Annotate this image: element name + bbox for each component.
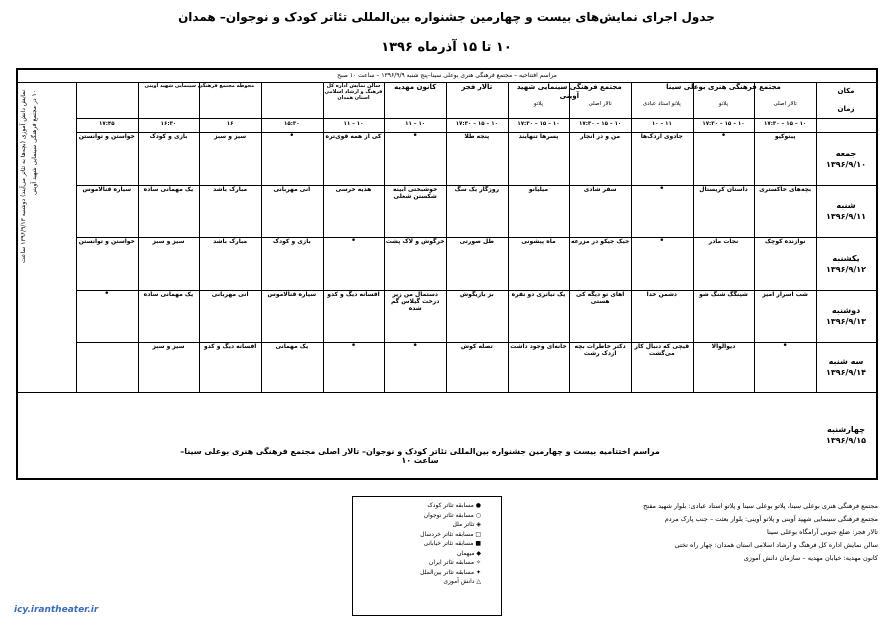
legend-symbol-icon: ◈ [474,521,481,528]
performance-title: تصله کوش [460,343,493,350]
performance-cell[interactable] [631,185,693,237]
performance-title: یک مهمانی ساده [143,291,194,298]
legend-symbol-icon: ✧ [474,559,481,566]
performance-cell[interactable] [693,237,755,290]
performance-title: خواستن و توانستن [78,133,135,140]
sub-venue: پلاتو استاد عبادی [642,101,681,107]
performance-title: هدیه خرسی [335,186,372,193]
legend-symbol-icon: △ [474,578,481,585]
day-date: ۱۳۹۶/۹/۱۰ [825,159,867,169]
time-slot: ۱۰ – ۱۵ – ۱۷:۳۰ [702,121,745,127]
venue-header: کانون مهدیه [394,83,437,91]
day-name: شنبه [836,201,856,210]
time-slot: ۱۰ – ۱۵ – ۱۷:۳۰ [764,121,807,127]
performance-cell[interactable] [76,237,138,290]
time-slot: ۱۱ – ۱۰ [651,121,672,127]
venue-header: محوطه مجتمع فرهنگی سینمایی شهید آوینی [144,83,255,89]
empty-slot-dot: • [289,132,295,141]
day-name: جمعه [835,148,857,158]
performance-cell[interactable] [199,185,261,237]
performance-cell[interactable] [693,185,755,237]
time-slot: ۱۰ – ۱۱ [343,121,364,127]
legend-label: مسابقه تئاتر کودک [427,502,474,509]
performance-title: بچه‌های خاکستری [759,186,812,193]
performance-cell[interactable] [446,185,508,237]
performance-cell[interactable] [384,237,446,290]
performance-cell[interactable] [446,132,508,185]
performance-title: روزگار یک سگ [454,186,500,193]
day-name: یکشنبه [832,253,860,263]
performance-title: خرگوش و لاک پشت [385,238,445,245]
venue-header: تالار فجر [461,83,493,91]
performance-cell[interactable] [754,185,816,237]
performance-cell[interactable] [569,290,631,342]
venue-note: سالن نمایش اداره کل فرهنگ و ارشاد اسلامی استان همدان: چهار راه تختی [674,541,878,549]
performance-cell[interactable] [446,290,508,342]
empty-slot-dot: • [720,132,727,141]
performance-cell[interactable] [569,342,631,392]
performance-cell[interactable] [323,342,385,392]
divider [18,392,876,393]
time-label: زمان [837,105,855,113]
performance-cell[interactable] [508,290,570,342]
performance-cell[interactable] [138,342,200,392]
performance-cell[interactable] [569,185,631,237]
venue-note: تالار فجر: ضلع جنوبی آرامگاه بوعلی سینا [767,528,878,536]
venue-header: سالن نمایش اداره کل فرهنگ و ارشاد اسلامی استان همدان [324,83,383,101]
performance-cell[interactable] [384,342,446,392]
empty-slot-dot: • [350,237,357,246]
performance-cell[interactable] [631,237,693,290]
student-note: نمایش دانش آموزی (بچه‌ها به تئاتر می‌آیند) دوشنبه ۱۳۹۶/۹/۱۳ ساعت ۱۰ در مجتمع فرهنگی سینمایی شهید آوینی [20,90,38,264]
day-label [816,342,876,392]
legend-label: مسابقه تئاتر بین‌الملل [420,568,475,576]
performance-cell[interactable] [138,237,200,290]
time-slot: ۱۰ – ۱۵ – ۱۷:۳۰ [455,121,498,127]
empty-slot-dot: • [659,185,665,194]
performance-cell[interactable] [261,342,323,392]
legend-item [355,501,481,511]
performance-cell[interactable] [508,132,570,185]
performance-cell[interactable] [323,237,385,290]
performance-title: آهای تو دیگه کی هستی [576,291,625,305]
legend [352,496,502,616]
performance-title: سیز و سبز [152,238,185,245]
venue-note: مجتمع فرهنگی هنری بوعلی سینا، پلاتو بوعلی سینا و پلاتو استاد عبادی: بلوار شهید مفتح [643,502,878,510]
day-name: سه شنبه [828,357,864,366]
venue-header: مجتمع فرهنگی سینمایی شهید آوینی [516,83,622,100]
page-title: جدول اجرای نمایش‌های بیست و چهارمین جشنواره بین‌المللی تئاتر کودک و نوجوان– همدان [178,10,715,24]
performance-title: کی از همه قوی‌تره [325,133,382,140]
divider [76,118,876,119]
performance-cell[interactable] [199,290,261,342]
performance-cell[interactable] [76,132,138,185]
performance-title: نوازنده کوچک [764,238,806,245]
time-slot: ۱۶:۳۰ [160,121,177,127]
performance-cell[interactable] [569,237,631,290]
legend-item [355,568,481,578]
legend-symbol-icon: ○ [473,511,481,519]
legend-item [355,520,481,530]
venue-note: کانون مهدیه: خیابان مهدیه – سازمان دانش آموزی [743,554,878,562]
performance-title: داستان کریستال [699,186,748,193]
performance-title: آنی مهربانی [273,186,311,193]
performance-cell[interactable] [754,342,816,392]
legend-label: مسابقه تئاتر نوجوان [423,511,474,519]
schedule-table [16,68,878,480]
performance-title: یک تیاتری دو نفره [511,291,566,298]
performance-cell[interactable] [693,132,755,185]
day-label [816,185,876,237]
performance-title: سفر شادی [583,186,617,193]
performance-cell[interactable] [323,185,385,237]
performance-title: نجات مادر [708,238,739,245]
performance-cell[interactable] [261,185,323,237]
time-slot: ۱۰ – ۱۵ – ۱۷:۳۰ [579,121,622,127]
performance-cell[interactable] [446,237,508,290]
legend-label: مسابقه تئاتر ایران [428,559,475,566]
sub-venue: تالار اصلی [773,101,797,107]
empty-slot-dot: • [659,237,665,246]
performance-title: من و در انجار [580,133,621,140]
performance-title: شب اسرار آمیز [762,291,808,298]
performance-title: جیک جیکو در مزرعه [570,238,630,245]
performance-title: آنی مهربانی [211,291,249,298]
legend-label: تئاتر ملل [452,521,475,528]
place-label: مکان [837,87,855,95]
sub-venue: پلاتو [718,101,729,107]
legend-item [355,577,481,587]
empty-slot-dot: • [412,132,418,141]
performance-cell[interactable] [384,185,446,237]
performance-cell[interactable] [261,132,323,185]
legend-label: مسابقه تئاتر خردسال [420,530,474,538]
performance-title: قیچی که دنبال کار می‌گشت [634,343,690,357]
time-slot: ۱۷:۴۵ [99,121,115,127]
day-date: ۱۳۹۶/۹/۱۴ [825,368,867,377]
performance-title: دیوالوالا [711,343,736,350]
performance-cell[interactable] [138,185,200,237]
legend-symbol-icon: ◆ [474,549,481,557]
legend-item [355,539,481,549]
performance-cell[interactable] [76,185,138,237]
empty-slot-dot: • [104,290,110,299]
performance-title: یک مهمانی ساده [143,186,194,193]
performance-cell[interactable] [508,342,570,392]
legend-item [355,558,481,568]
legend-item [355,549,481,559]
legend-label: میهمان [456,549,475,557]
day-label [816,237,876,290]
day-date: ۱۳۹۶/۹/۱۵ [825,436,867,445]
performance-title: یک مهمانی [275,343,309,350]
performance-title: شینگگ شنگ شو [699,291,748,298]
performance-cell[interactable] [261,237,323,290]
performance-cell[interactable] [384,132,446,185]
performance-title: خواستن و توانستن [78,238,135,245]
performance-cell[interactable] [138,132,200,185]
performance-title: مبارک باشد [213,238,248,245]
legend-symbol-icon: □ [473,530,481,538]
performance-title: دشمن خدا [646,291,677,298]
performance-title: جادوی اردک‌ها [640,133,683,140]
time-slot: ۱۰ – ۱۱ [405,121,426,127]
performance-title: سیز و سبز [214,133,247,140]
performance-title: سیاره قنالاموس [267,291,317,298]
performance-title: افسانه دیگ و کدو [327,291,380,298]
time-slot: ۱۰ – ۱۵ – ۱۷:۳۰ [517,121,560,127]
time-slot: ۱۶ [226,121,234,127]
performance-title: دکتر خاطرات بچه ازدک رشت [574,343,626,357]
performance-title: سیز و سبز [152,343,185,350]
legend-label: مسابقه تئاتر خیابانی [423,540,474,547]
performance-cell[interactable] [323,290,385,342]
performance-cell[interactable] [199,132,261,185]
performance-cell[interactable] [631,342,693,392]
performance-cell[interactable] [138,290,200,342]
opening-ceremony: مراسم افتتاحیه – مجتمع فرهنگی هنری بوعلی سینا–پنج شنبه ۱۳۹۶/۹/۹ – ساعت ۱۰ صبح [337,72,557,79]
empty-slot-dot: • [782,342,788,351]
sub-venue: پلاتو [533,101,544,107]
empty-slot-dot: • [350,342,357,351]
performance-title: بز بازیگوش [459,291,494,298]
performance-title: پینوکیو [774,133,796,140]
performance-cell[interactable] [323,132,385,185]
performance-cell[interactable] [199,237,261,290]
sub-venue: تالار اصلی [588,101,612,107]
performance-title: دستمال من زیر درخت گیلاس گم شده [390,291,440,312]
legend-item [355,511,481,521]
performance-cell[interactable] [569,132,631,185]
performance-cell[interactable] [76,290,138,342]
performance-title: سیاره قنالاموس [82,186,132,193]
venue-header: مجتمع فرهنگی هنری بوعلی سینا [666,83,781,91]
performance-cell[interactable] [199,342,261,392]
performance-title: خانه‌ای وجود داشت [510,343,567,350]
legend-symbol-icon: ✦ [474,568,481,576]
day-date: ۱۳۹۶/۹/۱۱ [825,212,867,221]
performance-cell[interactable] [508,237,570,290]
performance-title: پنجه طلا [464,133,490,140]
performance-title: ماه پیشونی [521,238,556,245]
performance-cell[interactable] [384,290,446,342]
day-label [816,132,876,185]
performance-cell[interactable] [754,237,816,290]
performance-cell[interactable] [631,132,693,185]
closing-ceremony: مراسم اختتامیه بیست و چهارمین جشنواره بین‌المللی تئاتر کودک و نوجوان– تالار اصلی مجتمع فرهنگی هنری بوعلی سینا– ساعت ۱۰ [180,447,660,465]
performance-title: میلیانو [528,186,549,193]
site-brand[interactable]: icy.irantheater.ir [14,605,99,615]
performance-cell[interactable] [693,290,755,342]
performance-cell[interactable] [631,290,693,342]
performance-cell[interactable] [261,290,323,342]
time-slot: ۱۵:۳۰ [284,121,300,127]
legend-label: دانش آموزی [443,578,475,585]
legend-symbol-icon: ● [473,502,481,509]
performance-title: افسانه دیگ و کدو [203,343,257,350]
empty-slot-dot: • [412,342,418,351]
legend-symbol-icon: ■ [473,540,481,547]
day-label [816,392,876,478]
performance-title: بازی و کودک [149,133,188,140]
venue-addresses [560,500,878,565]
performance-title: خوشبختی آبینه شکستن شغلی [393,186,438,200]
venue-note: مجتمع فرهنگی سینمایی شهید آوینی و پلاتو آوینی: بلوار بعثت – جنب پارک مردم [664,515,878,523]
performance-cell[interactable] [446,342,508,392]
day-date: ۱۳۹۶/۹/۱۲ [825,264,867,274]
performance-title: طل صورتی [459,238,495,245]
performance-cell[interactable] [754,132,816,185]
performance-cell[interactable] [754,290,816,342]
day-label [816,290,876,342]
performance-title: پسرها تنهایند [518,133,559,140]
performance-title: بازی و کودک [272,238,311,245]
performance-cell[interactable] [693,342,755,392]
day-name: چهارشنبه [827,425,865,434]
legend-item [355,530,481,540]
day-name: دوشنبه [831,306,861,315]
date-range: ۱۰ تا ۱۵ آذرماه ۱۳۹۶ [381,40,512,55]
day-date: ۱۳۹۶/۹/۱۳ [825,317,867,326]
performance-cell[interactable] [508,185,570,237]
performance-title: مبارک باشد [213,186,248,193]
